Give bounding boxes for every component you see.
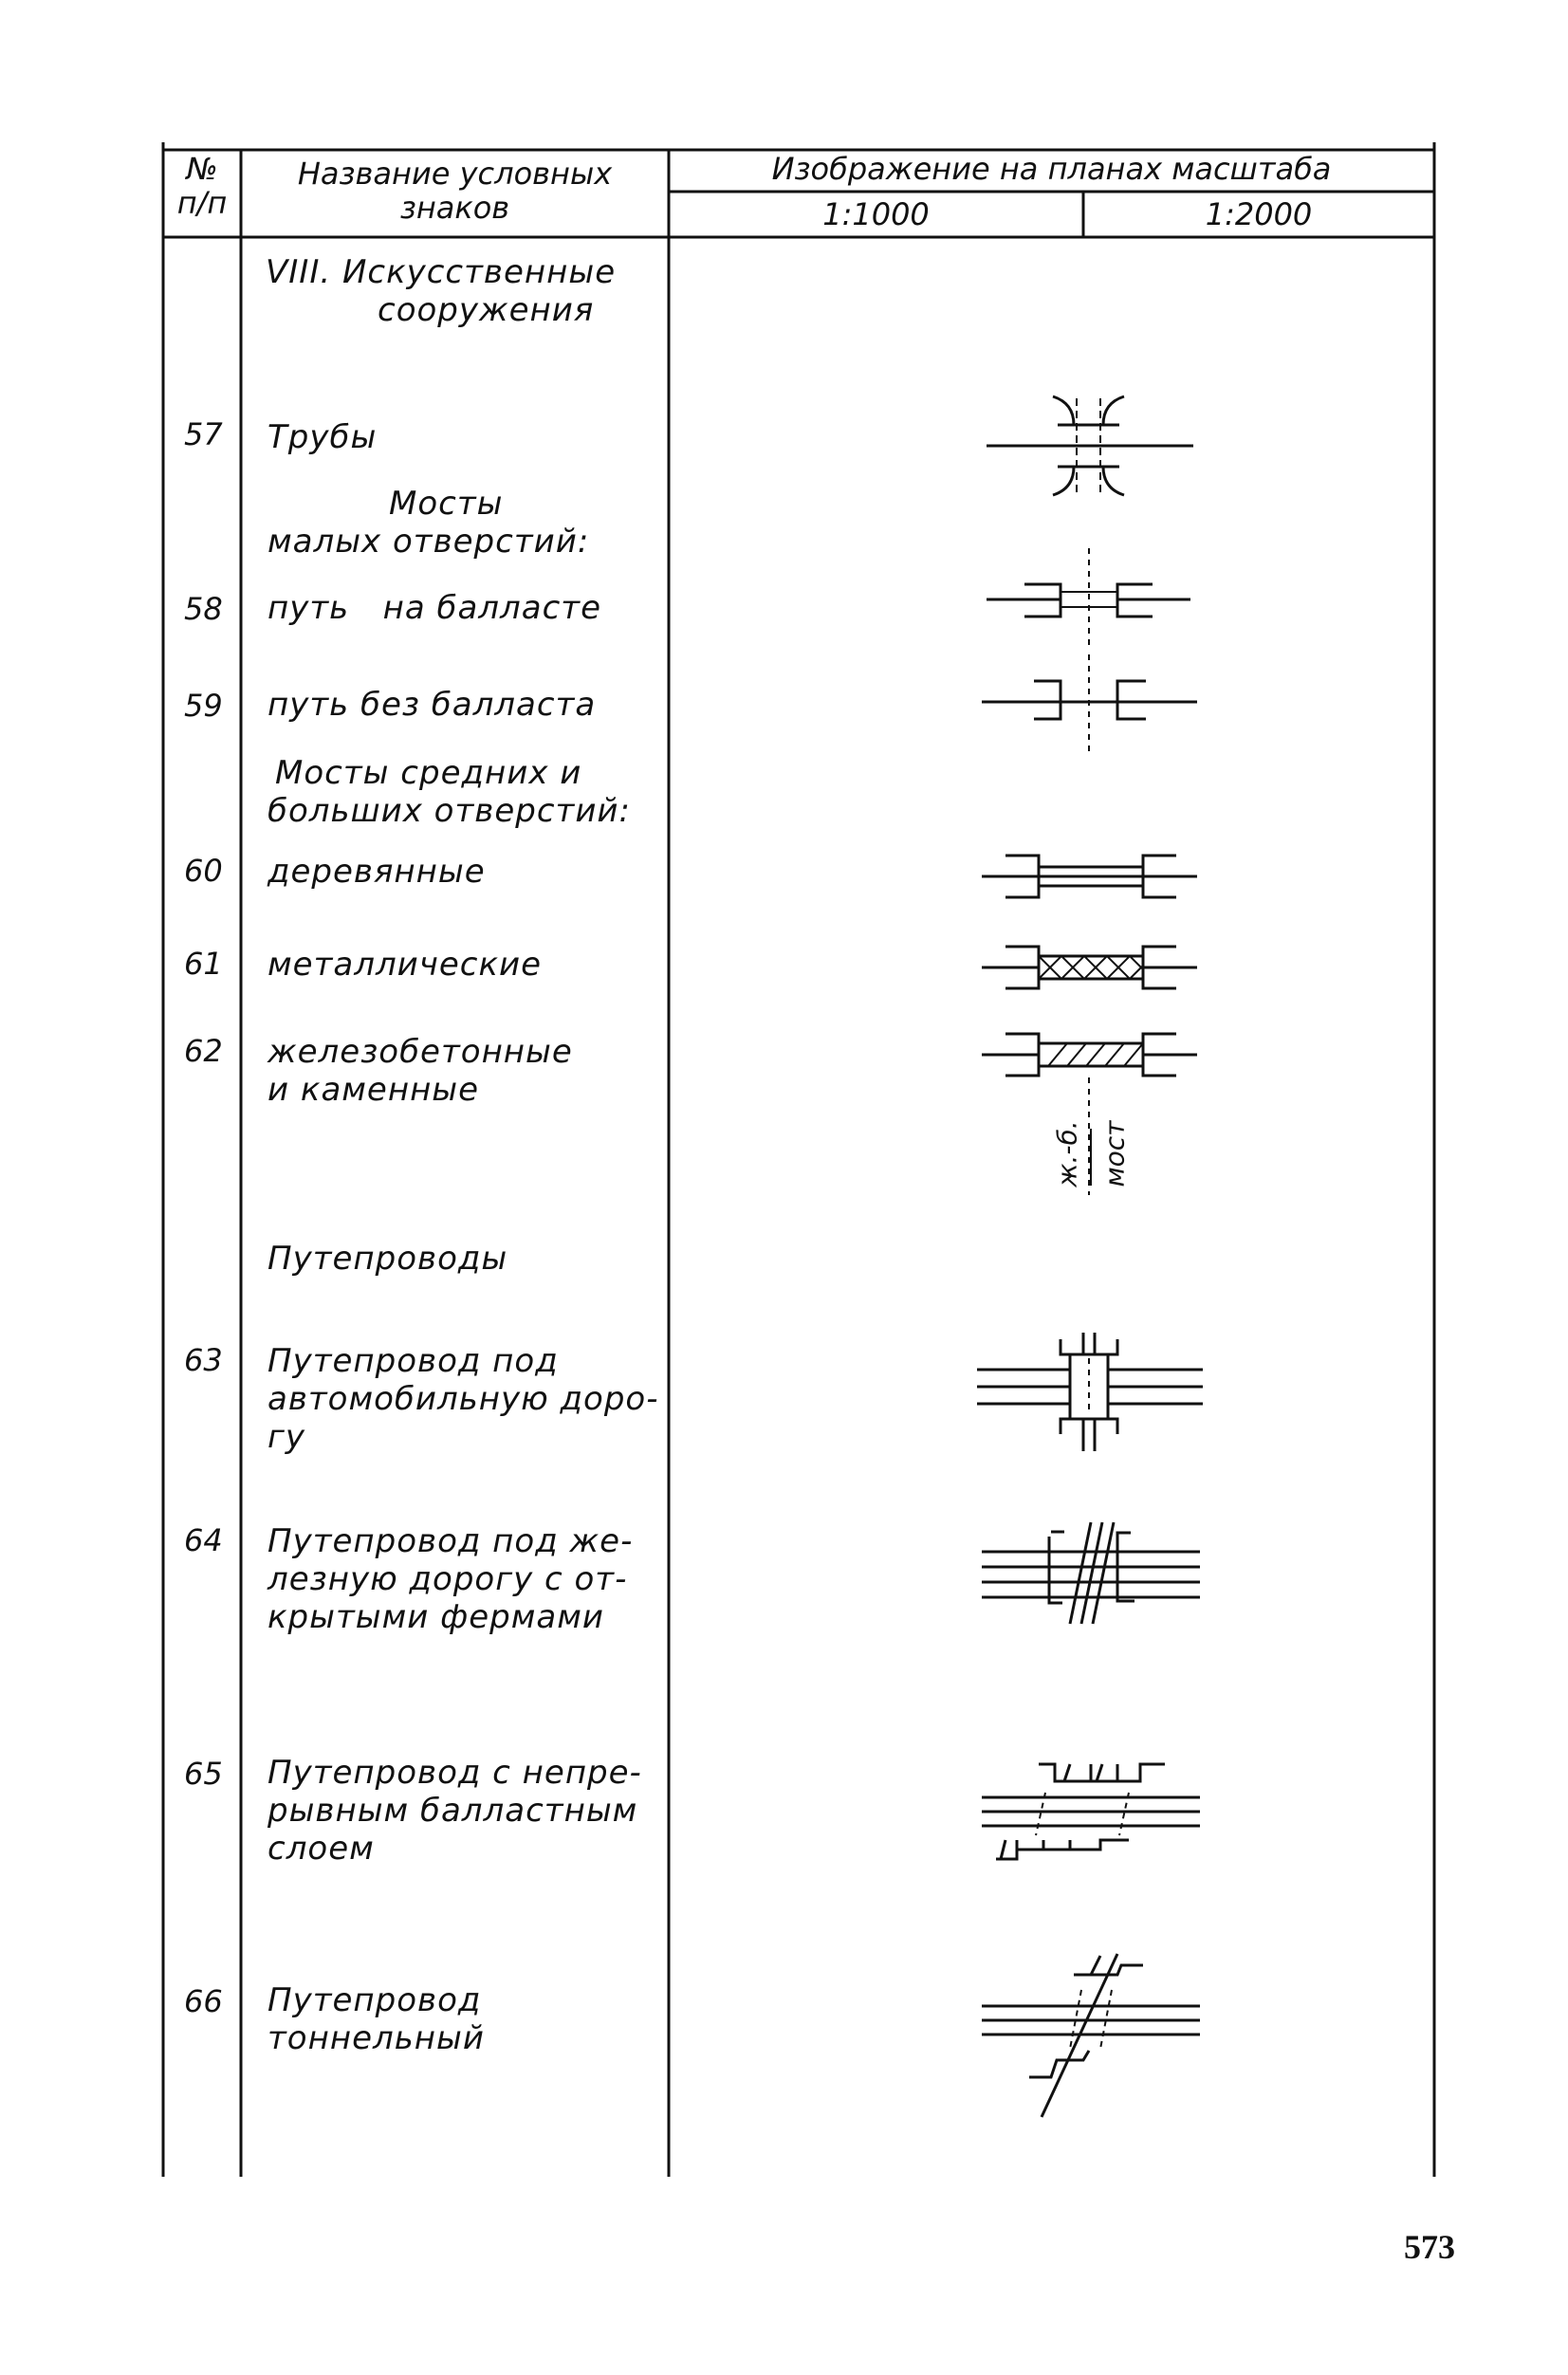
subheading-line1: Мосты (389, 485, 504, 523)
small-bridge-no-ballast-symbol (982, 654, 1197, 757)
row-label: лезную дорогу с от- (267, 1560, 628, 1598)
header-scale-2000: 1:2000 (1205, 196, 1313, 232)
row-number: 63 (184, 1342, 223, 1378)
row-label: Путепровод с непре- (267, 1754, 642, 1792)
overpass-ballast-symbol (982, 1764, 1200, 1859)
row-label: тоннельный (267, 2019, 485, 2057)
section-title-line1: VIII. Искусственные (266, 253, 617, 291)
row-number: 62 (184, 1033, 223, 1069)
metal-bridge-symbol (982, 947, 1197, 988)
wooden-bridge-symbol (982, 856, 1197, 897)
row-number: 58 (184, 591, 223, 627)
row-number: 64 (184, 1522, 223, 1558)
overpass-tunnel-symbol (982, 1954, 1200, 2117)
concrete-label-top: ж.-б. (1051, 1120, 1083, 1188)
row-label: рывным балластным (267, 1792, 638, 1830)
subheading-line1: Мосты средних и (275, 754, 582, 792)
row-label: Трубы (267, 418, 378, 456)
row-label: железобетонные (267, 1033, 573, 1071)
row-number: 65 (184, 1756, 223, 1792)
row-label: металлические (267, 946, 543, 984)
header-no-line2: п/п (176, 185, 228, 221)
header-name-line2: знаков (399, 190, 510, 226)
row-number: 59 (184, 688, 223, 724)
row-number: 57 (184, 416, 223, 452)
row-label: гу (267, 1418, 305, 1456)
row-label: Путепровод под (267, 1342, 559, 1380)
row-label: слоем (267, 1830, 375, 1868)
small-bridge-ballast-symbol (987, 548, 1190, 645)
row-label: крытыми фермами (267, 1598, 604, 1636)
header-image-title: Изображение на планах масштаба (771, 151, 1332, 187)
subheading-line2: больших отверстий: (267, 792, 631, 830)
row-label: Путепровод (267, 1981, 482, 2019)
row-number: 66 (184, 1983, 223, 2019)
header-name-line1: Название условных (297, 156, 613, 192)
overpass-road-symbol (977, 1333, 1203, 1451)
overpass-rail-truss-symbol (982, 1522, 1200, 1624)
concrete-label-bottom: мост (1098, 1120, 1131, 1188)
subheading: Путепроводы (267, 1240, 508, 1278)
row-label: автомобильную доро- (267, 1380, 659, 1418)
row-label: деревянные (267, 853, 486, 891)
row-label: путь без балласта (267, 686, 597, 724)
subheading-line2: малых отверстий: (267, 523, 590, 561)
header-scale-1000: 1:1000 (822, 196, 930, 232)
row-number: 60 (184, 853, 223, 889)
row-label: Путепровод под же- (267, 1522, 634, 1560)
pipe-symbol (987, 396, 1193, 495)
section-title-line2: сооружения (378, 291, 595, 329)
page-number: 573 (1404, 2228, 1455, 2266)
row-number: 61 (184, 946, 223, 982)
row-label: путь на балласте (267, 589, 602, 627)
row-label: и каменные (267, 1071, 480, 1109)
header-no-line1: № (186, 151, 218, 187)
concrete-bridge-symbol (982, 1034, 1197, 1195)
